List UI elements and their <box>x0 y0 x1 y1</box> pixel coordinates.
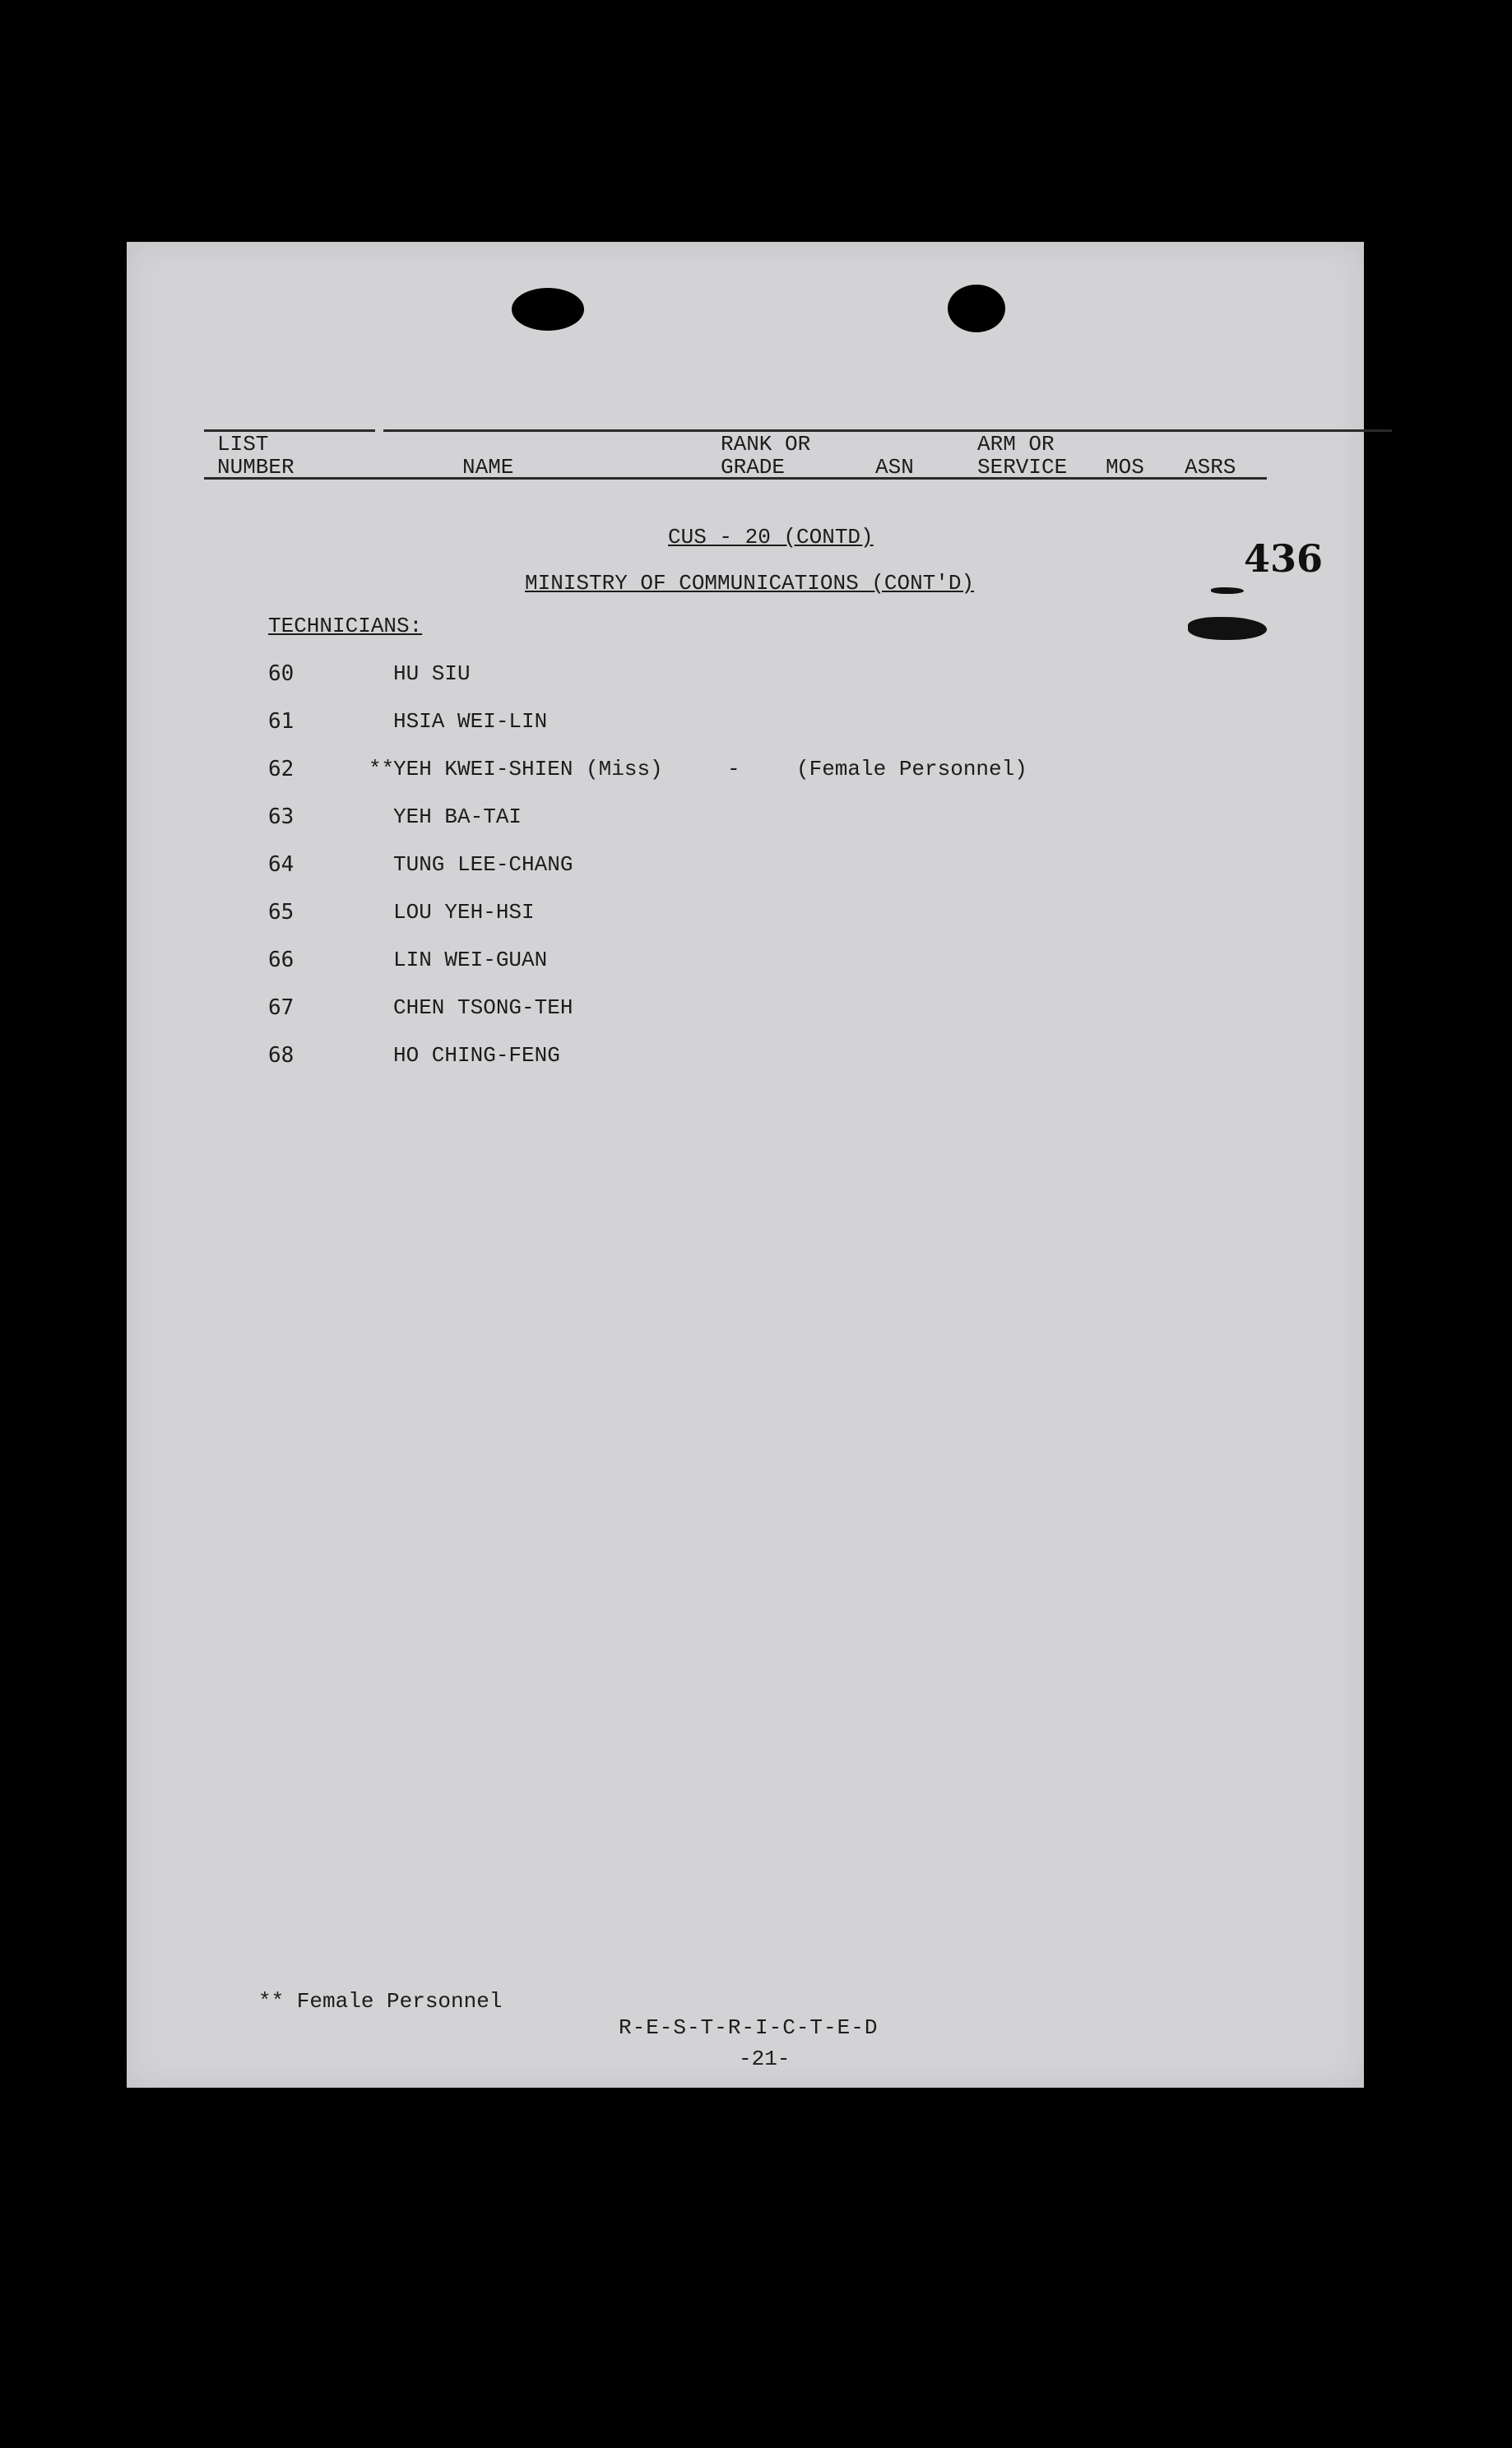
ink-mark <box>1211 587 1244 594</box>
list-number: 64 <box>268 852 295 877</box>
person-name: TUNG LEE-CHANG <box>393 852 573 877</box>
person-name: CHEN TSONG-TEH <box>393 995 573 1020</box>
person-name: YEH KWEI-SHIEN (Miss) <box>393 757 663 781</box>
female-marker: ** <box>369 757 395 781</box>
person-note: (Female Personnel) <box>796 757 1027 781</box>
list-number: 62 <box>268 757 295 781</box>
person-name: HO CHING-FENG <box>393 1043 560 1068</box>
stamped-page-number: 436 <box>1244 536 1324 581</box>
person-name: YEH BA-TAI <box>393 804 522 829</box>
list-item <box>268 1041 560 1069</box>
ink-smudge <box>1188 617 1267 640</box>
header-asn: ASN <box>875 455 914 480</box>
header-rank: RANK OR GRADE <box>721 432 811 480</box>
list-number: 67 <box>268 995 295 1020</box>
classification-marking: R-E-S-T-R-I-C-T-E-D <box>619 2015 879 2040</box>
list-item <box>268 660 471 688</box>
person-name: HSIA WEI-LIN <box>393 709 548 734</box>
person-name: LIN WEI-GUAN <box>393 948 548 972</box>
document-page <box>127 242 1364 2088</box>
list-number: 65 <box>268 900 295 925</box>
technicians-label: TECHNICIANS: <box>268 614 423 638</box>
person-name: LOU YEH-HSI <box>393 900 535 925</box>
list-item <box>268 803 522 831</box>
list-number: 63 <box>268 804 295 829</box>
header-asrs: ASRS <box>1185 455 1236 480</box>
section-subtitle: MINISTRY OF COMMUNICATIONS (CONT'D) <box>525 571 975 596</box>
header-top-rule-right <box>383 429 1392 432</box>
footnote: ** Female Personnel <box>258 1989 503 2014</box>
list-item <box>268 851 573 879</box>
list-number: 61 <box>268 709 295 734</box>
list-item <box>268 946 548 974</box>
person-name: HU SIU <box>393 661 471 686</box>
list-number: 66 <box>268 948 295 972</box>
list-item <box>268 707 548 735</box>
punch-hole-left <box>512 288 584 331</box>
list-item <box>268 755 1027 783</box>
header-mos: MOS <box>1106 455 1144 480</box>
list-number: 68 <box>268 1043 295 1068</box>
section-title: CUS - 20 (CONTD) <box>668 525 874 549</box>
list-item <box>268 994 573 1022</box>
list-item <box>268 898 535 926</box>
separator-dash: - <box>727 757 740 781</box>
list-number: 60 <box>268 661 295 686</box>
punch-hole-right <box>948 285 1005 332</box>
header-list-number: LIST NUMBER <box>217 432 295 480</box>
header-arm: ARM OR SERVICE <box>977 432 1068 480</box>
header-name: NAME <box>462 455 514 480</box>
page-number: -21- <box>739 2047 791 2071</box>
